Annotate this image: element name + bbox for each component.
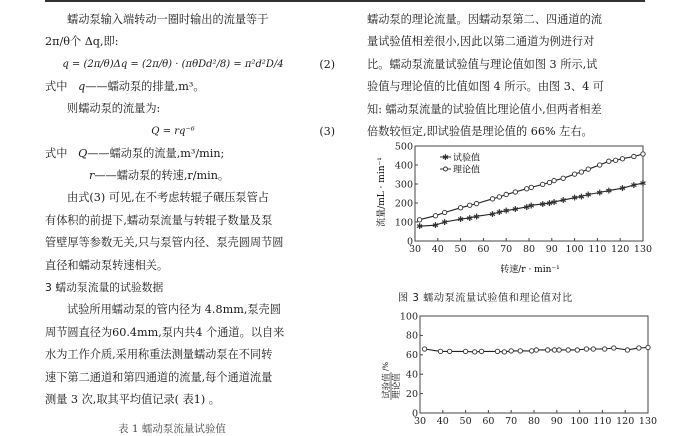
y-tick-label: 100: [394, 217, 413, 229]
data-point-star: ✱: [416, 222, 423, 232]
y-axis-label: 流量/mL · min⁻¹: [377, 157, 387, 227]
equation-body: Q = rq⁻⁶: [151, 125, 195, 137]
data-point-star: ✱: [466, 213, 474, 223]
legend-circle-marker: [444, 167, 448, 171]
y-tick-label: 200: [394, 198, 413, 210]
y-tick-label: 400: [394, 160, 413, 172]
symbol: Q: [78, 146, 88, 160]
y-tick-label: 0: [406, 236, 413, 248]
data-point-circle: [438, 349, 442, 353]
x-tick-label: 50: [459, 416, 472, 427]
x-tick-label: 130: [638, 416, 658, 427]
data-point-circle: [473, 350, 477, 354]
data-point-star: ✱: [596, 188, 604, 198]
data-point-circle: [479, 349, 483, 353]
equation-3: [45, 121, 335, 143]
x-tick-label: 30: [413, 416, 427, 427]
data-point-circle: [513, 190, 517, 194]
data-point-circle: [530, 349, 534, 353]
right-column: [367, 9, 643, 143]
data-point-circle: [502, 350, 506, 354]
section-heading: 3 蠕动泵流量的试验数据: [45, 281, 164, 295]
x-tick-label: 70: [500, 244, 513, 255]
y-tick-label: 0: [411, 408, 418, 420]
data-point-circle: [525, 187, 529, 191]
x-tick-label: 120: [616, 416, 635, 427]
symbol: q: [78, 79, 86, 93]
x-tick-label: 90: [550, 416, 563, 427]
y-tick-label: 80: [405, 330, 418, 342]
data-point-circle: [552, 348, 556, 352]
data-point-circle: [561, 176, 565, 180]
equation-number: (3): [319, 124, 335, 138]
data-point-star: ✱: [639, 179, 647, 189]
data-point-circle: [490, 197, 494, 201]
y-tick-label: 60: [405, 350, 418, 362]
definition-q: [45, 76, 335, 98]
x-tick-label: 70: [505, 416, 518, 427]
data-point-star: ✱: [584, 190, 592, 200]
data-point-circle: [442, 210, 446, 214]
x-tick-label: 80: [522, 244, 536, 255]
data-point-star: ✱: [550, 197, 558, 207]
data-point-circle: [557, 348, 561, 352]
x-tick-label: 90: [545, 244, 558, 255]
data-point-star: ✱: [571, 193, 578, 203]
paragraph: 蠕动泵输入端转动一圈时输出的流量等于: [67, 13, 269, 26]
figure-3-chart: [360, 140, 660, 280]
legend: [440, 152, 480, 176]
y-axis-label: [381, 362, 402, 400]
x-tick-label: 120: [611, 244, 630, 255]
data-point-circle: [612, 346, 616, 350]
data-point-circle: [602, 347, 606, 351]
data-point-circle: [586, 167, 590, 171]
data-point-circle: [458, 206, 462, 210]
legend-label-theoretical: 理论值: [453, 165, 481, 176]
data-point-circle: [607, 159, 611, 163]
left-column: [45, 9, 335, 412]
y-tick-label: 500: [394, 141, 413, 153]
x-tick-label: 60: [477, 244, 490, 255]
data-point-star: ✱: [539, 199, 547, 209]
data-point-star: ✱: [473, 212, 480, 222]
header-rule: [45, 0, 645, 2]
paragraph-line: 比。蠕动泵流量试验值与理论值如图 3 所示,试: [367, 57, 598, 71]
paragraph-line: 验值与理论值的比值如图 4 所示。由图 3、4 可: [367, 80, 604, 94]
x-tick-label: 50: [454, 244, 467, 255]
data-point-circle: [497, 195, 501, 199]
paragraph: 2π/θ个 Δq,即:: [45, 35, 119, 49]
data-point-circle: [613, 158, 617, 162]
x-tick-label: 100: [565, 244, 584, 255]
x-tick-label: 80: [527, 416, 541, 427]
paragraph-line: 试验所用蠕动泵的管内径为 4.8mm,泵壳圆: [67, 303, 281, 317]
figure-3-caption: 图 3 蠕动泵流量试验值和理论值对比: [398, 293, 573, 304]
data-point-star: ✱: [457, 215, 464, 225]
data-point-circle: [591, 347, 595, 351]
data-point-star: ✱: [546, 199, 553, 208]
equation-2: [45, 54, 335, 76]
data-point-circle: [495, 349, 499, 353]
table-caption: 表 1 蠕动泵流量试验值: [118, 423, 226, 435]
x-tick-label: 40: [436, 416, 449, 427]
data-point-circle: [566, 348, 570, 352]
paragraph-line: 量试验值相差很小,因此以第二通道为例进行对: [367, 35, 595, 49]
data-point-star: ✱: [441, 218, 448, 227]
definition-prefix: 式中: [45, 146, 68, 160]
data-point-circle: [572, 172, 576, 176]
data-point-circle: [529, 185, 533, 189]
data-point-circle: [620, 157, 624, 161]
data-point-circle: [463, 349, 467, 353]
definition-text: ——蠕动泵的流量,m³/min;: [87, 146, 225, 160]
data-point-circle: [547, 180, 551, 184]
paragraph-line: 速下第二通道和第四通道的流量,每个通道流量: [45, 370, 273, 384]
data-point-circle: [504, 192, 508, 196]
paragraph-line: 周节圆直径为60.4mm,泵内共4 个通道。以自来: [45, 325, 285, 339]
paragraph-line: 有体积的前提下,蠕动泵流量与转辊子数量及泵: [45, 213, 273, 227]
x-tick-label: 110: [588, 244, 607, 255]
data-point-circle: [417, 218, 421, 222]
data-point-circle: [447, 349, 451, 353]
data-point-star: ✱: [619, 184, 626, 194]
data-point-star: ✱: [559, 196, 567, 206]
data-point-circle: [597, 163, 601, 167]
plot-frame: [420, 316, 648, 413]
y-tick-label: 300: [394, 179, 413, 191]
data-point-circle: [433, 214, 437, 218]
data-point-star: ✱: [523, 202, 531, 212]
symbol: r: [89, 169, 95, 183]
data-point-circle: [474, 201, 478, 205]
paragraph-line: 直径和蠕动泵转速相关。: [45, 258, 169, 272]
y-tick-label: 20: [405, 388, 418, 400]
data-point-circle: [422, 347, 426, 351]
x-tick-label: 30: [408, 244, 422, 255]
data-point-circle: [534, 348, 538, 352]
data-point-star: ✱: [605, 186, 613, 196]
paragraph: 则蠕动泵的流量为:: [67, 102, 161, 116]
data-point-circle: [518, 349, 522, 353]
equation-body: q = (2π/θ)Δq = (2π/θ) · (πθDd²/8) = π²d²D/4: [62, 58, 284, 70]
figure-4-chart: [370, 308, 670, 430]
data-point-star: ✱: [432, 221, 439, 231]
data-point-circle: [552, 178, 556, 182]
legend-label-experimental: 试验值: [453, 153, 481, 164]
data-point-circle: [545, 348, 549, 352]
data-point-circle: [575, 348, 579, 352]
data-point-circle: [646, 345, 650, 349]
data-point-star: ✱: [502, 206, 510, 216]
data-point-circle: [641, 152, 645, 156]
x-axis-label: 转速/r · min⁻¹: [500, 265, 560, 275]
y-axis-label-unit: /%: [382, 361, 390, 371]
y-tick-label: 100: [399, 311, 418, 323]
data-point-star: ✱: [496, 208, 503, 218]
data-point-circle: [625, 348, 629, 352]
x-tick-label: 130: [633, 244, 653, 255]
definition-text: ——蠕动泵的转速,r/min。: [94, 169, 230, 183]
y-axis-label-numerator: 试验值: [382, 373, 392, 399]
data-point-circle: [540, 182, 544, 186]
definition-Q: [45, 143, 335, 165]
x-tick-label: 60: [482, 416, 495, 427]
data-point-star: ✱: [527, 201, 535, 211]
x-tick-label: 100: [570, 416, 589, 427]
y-tick-label: 40: [405, 369, 418, 381]
data-point-circle: [468, 203, 472, 207]
data-point-circle: [509, 349, 513, 353]
data-point-circle: [584, 347, 588, 351]
paragraph-line: 倍数较恒定,即试验值是理论值的 66% 左右。: [367, 125, 593, 139]
y-axis-label-denominator: 理论值: [392, 373, 402, 399]
paragraph-line: 知: 蠕动泵流量的试验值比理论值小,但两者相差: [367, 102, 602, 116]
equation-number: (2): [319, 57, 335, 71]
paragraph-line: 水为工作介质,采用称重法测量蠕动泵在不同转: [45, 348, 273, 362]
paragraph-line: 测量 3 次,取其平均值记录( 表1) 。: [45, 393, 220, 407]
data-point-star: ✱: [630, 180, 638, 190]
paragraph-line: 管壁厚等参数无关,只与泵管内径、泵壳圆周节圆: [45, 236, 284, 250]
legend-star-marker: ✱: [442, 153, 449, 162]
data-point-circle: [579, 170, 583, 174]
x-tick-label: 40: [431, 244, 444, 255]
paragraph-line: 由式(3) 可见,在不考虑转辊子碾压泵管占: [67, 191, 269, 205]
data-point-star: ✱: [578, 192, 585, 202]
x-tick-label: 110: [593, 416, 612, 427]
definition-r: [45, 165, 335, 187]
data-point-circle: [637, 346, 641, 350]
paragraph-line: 蠕动泵的理论流量。因蠕动泵第二、四通道的流: [367, 13, 602, 26]
data-point-circle: [632, 154, 636, 158]
definition-prefix: 式中: [45, 79, 68, 93]
data-point-star: ✱: [489, 210, 496, 220]
definition-text: ——蠕动泵的排量,m³。: [85, 79, 205, 93]
data-point-star: ✱: [511, 205, 519, 215]
